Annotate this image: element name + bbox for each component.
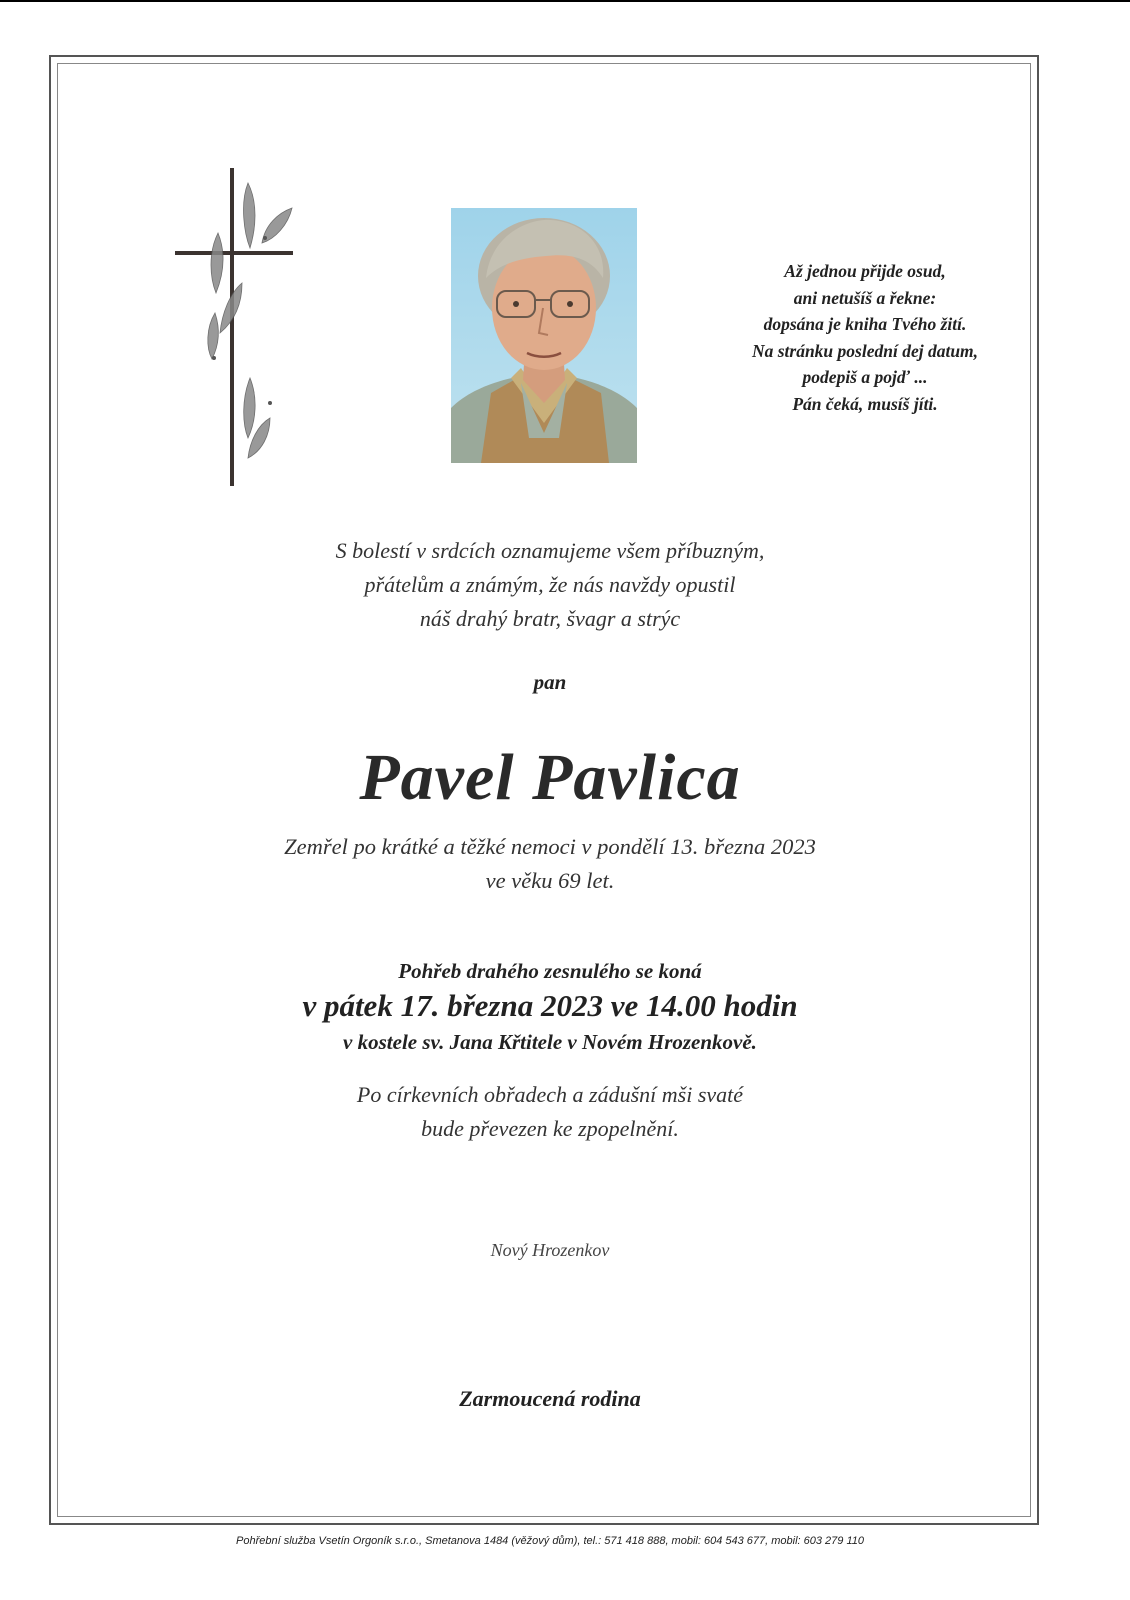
announcement-line: přátelům a známým, že nás navždy opustil [364,572,736,597]
poem-line: dopsána je kniha Tvého žití. [763,314,967,334]
poem-line: Až jednou přijde osud, [784,261,946,281]
poem-line: ani netušíš a řekne: [793,287,937,308]
funeral-intro: Pohřeb drahého zesnulého se koná [398,959,702,983]
announcement [0,534,1100,636]
poem-line: podepiš a pojď ... [802,367,928,387]
poem-line: Pán čeká, musíš jíti. [792,393,938,414]
announcement-line: S bolestí v srdcích oznamujeme všem příbuzným, [335,538,765,563]
death-line: Zemřel po krátké a těžké nemoci v pondělí 13. března 2023 [284,834,816,859]
salutation: pan [533,670,567,694]
footer-funeral-service: Pohřební služba Vsetín Orgoník s.r.o., Smetanova 1484 (věžový dům), tel.: 571 418 888, mobil: 604 543 677, mobil: 603 279 110 [236,1535,864,1547]
death-line: ve věku 69 let. [485,868,615,893]
cross-with-leaves-icon [170,163,300,493]
place: Nový Hrozenkov [490,1240,610,1260]
portrait-photo [451,208,637,463]
after-ceremony-line: Po církevních obřadech a zádušní mši svaté [356,1082,744,1107]
announcement-line: náš drahý bratr, švagr a strýc [419,606,681,631]
page-top-rule [0,0,1130,2]
funeral-datetime: v pátek 17. března 2023 ve 14.00 hodin [302,988,798,1023]
funeral-info [0,956,1100,1058]
poem [700,258,1030,417]
signature: Zarmoucená rodina [459,1386,641,1411]
death-notice [0,830,1100,898]
deceased-name: Pavel Pavlica [359,741,741,814]
after-ceremony-line: bude převezen ke zpopelnění. [421,1116,679,1141]
poem-line: Na stránku poslední dej datum, [751,340,979,361]
after-ceremony [0,1078,1100,1146]
funeral-location: v kostele sv. Jana Křtitele v Novém Hrozenkově. [343,1030,757,1054]
